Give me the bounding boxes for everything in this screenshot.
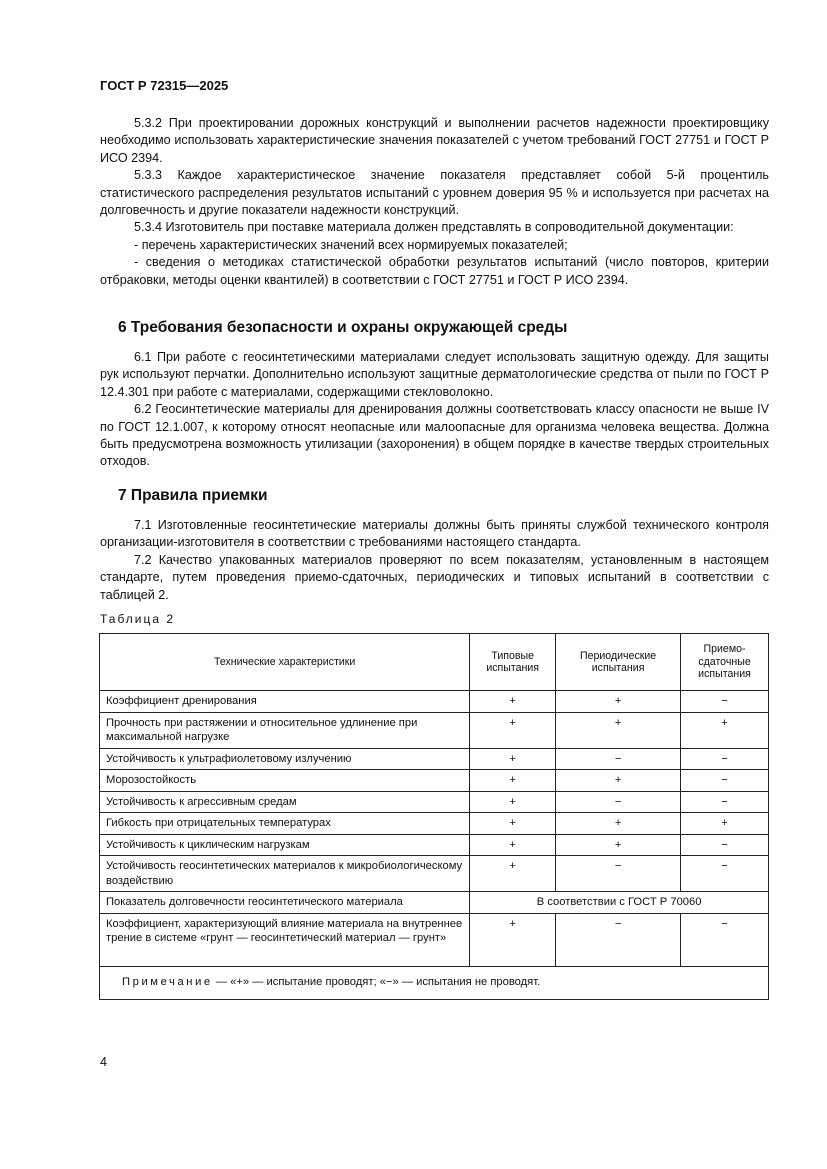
table-row [100,913,769,966]
column-header: Приемо-сдаточные испытания [681,634,769,691]
section-5-body [100,115,769,289]
table-row [100,813,769,835]
paragraph-5-3-2: 5.3.2 При проектировании дорожных конструкций и выполнении расчетов надежности проектировщику необходимо использовать характеристические значения показателей с учетом требований ГОСТ 27751 и ГОСТ Р ИСО 2394. [100,116,769,165]
typical-mark: + [470,813,556,835]
section-6-title: 6 Требования безопасности и охраны окружающей среды [118,319,568,336]
list-item: - сведения о методиках статистической обработки результатов испытаний (число повторов, критерии отбраковки, методы оценки квантилей) в соответствии с ГОСТ 27751 и ГОСТ Р ИСО 2394. [100,255,769,287]
row-name: Коэффициент, характеризующий влияние материала на внутреннее трение в системе «грунт — геосинтетический материал — грунт» [100,913,470,966]
merged-value: В соответствии с ГОСТ Р 70060 [470,892,769,914]
typical-mark: + [470,791,556,813]
periodic-mark: − [556,748,681,770]
table-caption: Таблица 2 [100,612,176,626]
table-row [100,748,769,770]
acceptance-mark: − [681,691,769,713]
typical-mark: + [470,856,556,892]
row-name: Морозостойкость [100,770,470,792]
paragraph-5-3-4: 5.3.4 Изготовитель при поставке материала должен представлять в сопроводительной документации: [134,220,734,235]
typical-mark: + [470,834,556,856]
table-row [100,770,769,792]
typical-mark: + [470,691,556,713]
paragraph-7-1: 7.1 Изготовленные геосинтетические материалы должны быть приняты службой технического контроля организации-изготовителя в соответствии с требованиями настоящего стандарта. [100,518,769,550]
acceptance-mark: + [681,813,769,835]
paragraph-6-2: 6.2 Геосинтетические материалы для дренирования должны соответствовать классу опасности не выше IV по ГОСТ 12.1.007, к которому относят неопасные или малоопасные для организма человека вещества. Должна быть предусмотрена возможность утилизации (захоронения) в общем порядке в качестве твердых строительных отходов. [100,402,769,469]
table-note-row [100,966,769,1000]
table-row [100,892,769,914]
row-name: Устойчивость к ультрафиолетовому излучению [100,748,470,770]
row-name: Устойчивость геосинтетических материалов к микробиологическому воздействию [100,856,470,892]
table-header-row [100,634,769,691]
table-note [100,966,769,1000]
paragraph-5-3-3: 5.3.3 Каждое характеристическое значение показателя представляет собой 5-й процентиль статистического распределения результатов испытаний с уровнем доверия 95 % и используется при расчетах на долговечность и другие показатели надежности конструкций. [100,168,769,218]
acceptance-mark: − [681,770,769,792]
typical-mark: + [470,712,556,748]
acceptance-mark: − [681,834,769,856]
typical-mark: + [470,913,556,966]
acceptance-mark: − [681,913,769,966]
table-row [100,834,769,856]
periodic-mark: + [556,834,681,856]
typical-mark: + [470,770,556,792]
section-6-body [100,349,769,471]
periodic-mark: + [556,813,681,835]
section-7-title: 7 Правила приемки [118,487,268,504]
periodic-mark: + [556,770,681,792]
note-text: — «+» — испытание проводят; «−» — испытания не проводят. [212,975,541,988]
column-header: Типовые испытания [470,634,556,691]
table-row [100,856,769,892]
section-7-body [100,517,769,604]
table-row [100,712,769,748]
periodic-mark: + [556,712,681,748]
row-name: Показатель долговечности геосинтетического материала [100,892,470,914]
periodic-mark: − [556,856,681,892]
table-row [100,691,769,713]
list-item: - перечень характеристических значений всех нормируемых показателей; [134,237,568,252]
paragraph-6-1: 6.1 При работе с геосинтетическими материалами следует использовать защитную одежду. Для защиты рук используют перчатки. Дополнительно используют защитные дерматологические средства от пыли по ГОСТ Р 12.4.301 при работе с материалами, содержащими стекловолокно. [100,350,769,399]
acceptance-tests-table [99,633,769,1000]
row-name: Прочность при растяжении и относительное удлинение при максимальной нагрузке [100,712,470,748]
typical-mark: + [470,748,556,770]
row-name: Коэффициент дренирования [100,691,470,713]
page-number: 4 [100,1055,107,1069]
acceptance-mark: − [681,748,769,770]
row-name: Устойчивость к циклическим нагрузкам [100,834,470,856]
row-name: Гибкость при отрицательных температурах [100,813,470,835]
periodic-mark: − [556,791,681,813]
acceptance-mark: − [681,791,769,813]
paragraph-7-2: 7.2 Качество упакованных материалов проверяют по всем показателям, установленным в настоящем стандарте, путем проведения приемо-сдаточных, периодических и типовых испытаний в соответствии с таблицей 2. [100,552,769,602]
periodic-mark: + [556,691,681,713]
acceptance-mark: + [681,712,769,748]
column-header: Периодические испытания [556,634,681,691]
table-row [100,791,769,813]
acceptance-mark: − [681,856,769,892]
note-label: Примечание [122,975,213,988]
document-id-header: ГОСТ Р 72315—2025 [100,78,229,93]
row-name: Устойчивость к агрессивным средам [100,791,470,813]
periodic-mark: − [556,913,681,966]
column-header: Технические характеристики [100,634,470,691]
